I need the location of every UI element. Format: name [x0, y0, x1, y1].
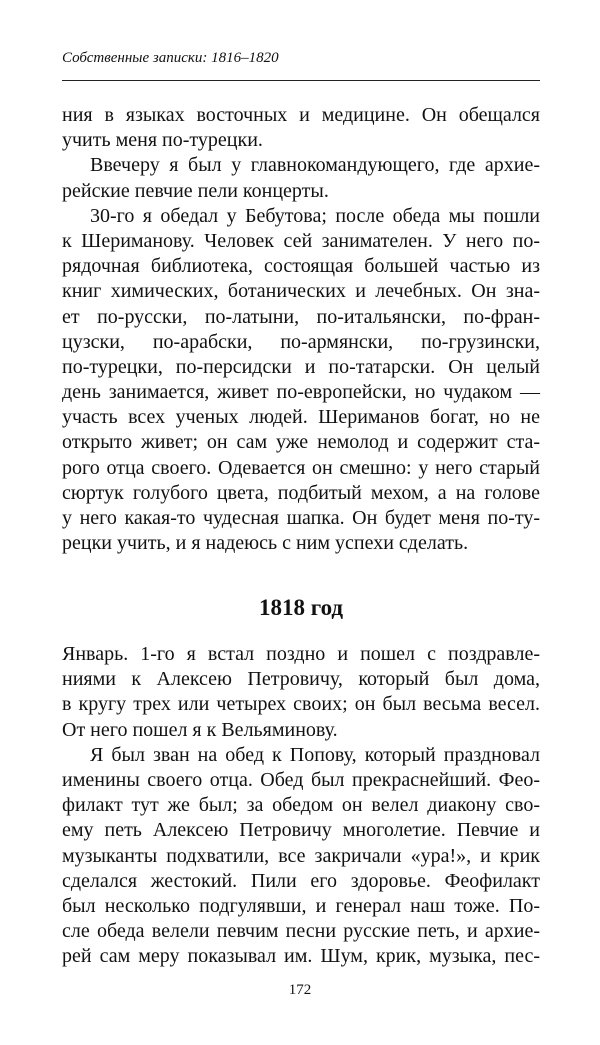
text-line: рого отца своего. Одевается он смешно: у него старый [62, 456, 540, 479]
section-heading: 1818 год [258, 595, 344, 620]
text-line: филакт тут же был; за обедом он велел диакону сво- [62, 794, 540, 817]
text-line: ему петь Алексею Петровичу многолетие. Певчие и [62, 819, 540, 842]
header-rule [62, 80, 540, 81]
text-block-bottom [62, 642, 540, 969]
page-number: 172 [288, 982, 312, 998]
text-line: у него какая-то чудесная шапка. Он будет меня по-ту- [62, 507, 540, 529]
text-line: Ввечеру я был у главнокомандующего, где архие- [90, 154, 540, 177]
text-line: 30-го я обедал у Бебутова; после обеда мы пошли [90, 204, 540, 227]
text-line: сюртук голубого цвета, подбитый мехом, а на голове [62, 481, 540, 504]
text-line: ет по-русски, по-латыни, по-итальянски, по-фран- [62, 305, 540, 328]
text-line: книг химических, ботанических и лечебных. Он зна- [62, 280, 540, 303]
text-line: От него пошел я к Вельяминову. [62, 718, 338, 741]
text-line: рейские певчие пели концерты. [62, 179, 329, 202]
text-line: рей сам меру показывал им. Шум, крик, музыка, пес- [62, 945, 540, 968]
text-line: к Шериманову. Человек сей занимателен. У него по- [62, 229, 540, 252]
running-head: Собственные записки: 1816–1820 [62, 50, 279, 66]
text-block-top [62, 103, 540, 556]
text-line: учить меня по-турецки. [62, 129, 263, 152]
text-line: день занимается, живет по-европейски, но чудаком — [62, 381, 540, 404]
text-line: рядочная библиотека, состоящая большей частью из [62, 255, 540, 278]
text-line: ниями к Алексею Петровичу, который был дома, [62, 668, 540, 691]
text-line: музыканты подхватили, все закричали «ура!», и крик [62, 844, 540, 867]
text-line: именины своего отца. Обед был прекраснейший. Фео- [62, 768, 540, 791]
text-line: по-турецки, по-персидски и по-татарски. Он целый [62, 355, 540, 378]
text-line: ния в языках восточных и медицине. Он обещался [62, 104, 540, 126]
text-line: Январь. 1-го я встал поздно и пошел с поздравле- [62, 643, 540, 665]
text-line: сле обеда велели певчим песни русские петь, и архие- [62, 920, 540, 943]
text-line: участь всех ученых людей. Шериманов богат, но не [62, 406, 540, 429]
text-line: рецки учить, и я надеюсь с ним успехи сделать. [62, 532, 469, 555]
text-line: сделался жестокий. Пили его здоровье. Феофилакт [62, 869, 540, 892]
text-line: Я был зван на обед к Попову, который праздновал [90, 743, 540, 766]
text-line: открыто живет; он сам уже немолод и содержит ста- [62, 431, 540, 454]
text-line: в кругу трех или четырех своих; он был весьма весел. [62, 693, 540, 716]
text-line: цузски, по-арабски, по-армянски, по-грузински, [62, 330, 540, 353]
text-line: был несколько подгулявши, и генерал наш тоже. По- [62, 894, 540, 917]
